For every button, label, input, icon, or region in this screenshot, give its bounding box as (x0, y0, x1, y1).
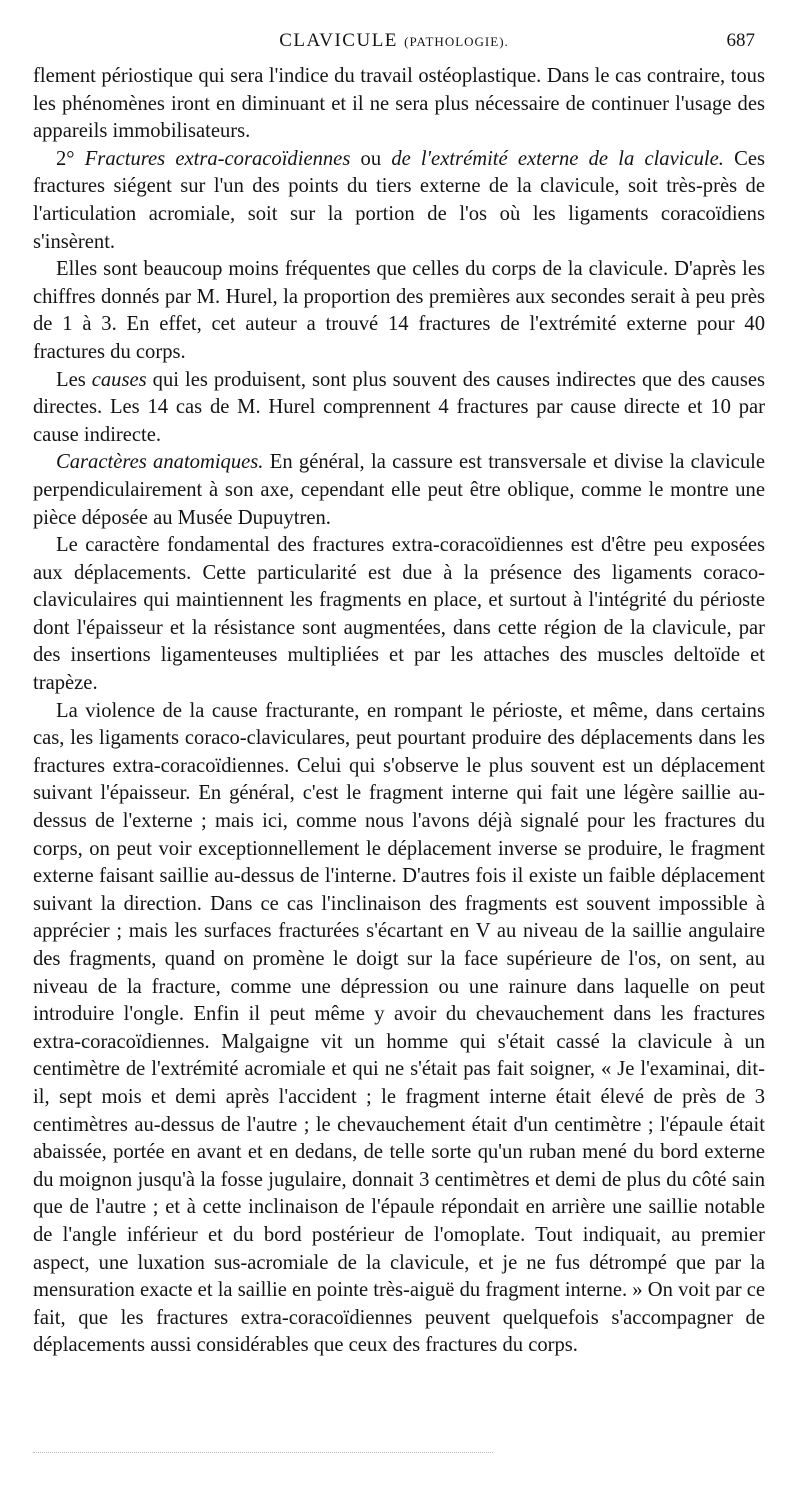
text-run: flement périostique qui sera l'indice du travail ostéoplastique. Dans le cas contraire, tous les phénomènes iront en diminuant et il ne sera plus nécessaire de continuer l'usage des appareils immobilisateurs. (33, 65, 765, 143)
running-title (33, 30, 755, 52)
paragraph (33, 146, 765, 256)
paragraph (33, 698, 765, 1360)
text-run: ou (350, 147, 392, 170)
text-run: En général, la cassure est transversale et divise la clavicule perpendiculairement à son axe, cependant elle peut être oblique, comme le montre une pièce déposée au Musée Dupuytren. (33, 451, 765, 529)
text-run: Les (56, 368, 92, 391)
running-header (33, 30, 755, 58)
italic-text: de l'extrémité externe de la clavicule. (391, 147, 724, 170)
text-run: Elles sont beaucoup moins fréquentes que celles du corps de la clavicule. D'après les chiffres donnés par M. Hurel, la proportion des premières aux secondes serait à peu près de 1 à 3. En effet, cet auteur a trouvé 14 fractures de l'extrémité externe pour 40 fractures du corps. (33, 258, 765, 363)
text-run: La violence de la cause fracturante, en rompant le périoste, et même, dans certains cas, les ligaments coraco-claviculares, peut pourtant produire des déplacements dans les fractures extra-coracoïdiennes. Celui qui s'observe le plus souvent est un déplacement suivant l'épaisseur. En général, c'est le fragment interne qui fait une légère saillie au-dessus de l'externe ; mais ici, comme nous l'avons déjà signalé pour les fractures du corps, on peut voir exceptionnellement le déplacement inverse se produire, le fragment externe faisant saillie au-dessus de l'interne. D'autres fois il existe un faible déplacement suivant la direction. Dans ce cas l'inclinaison des fragments est souvent impossible à apprécier ; mais les surfaces fracturées s'écartant en V au niveau de la saillie angulaire des fragments, quand on promène le doigt sur la face supérieure de l'os, on sent, au niveau de la fracture, comme une dépression ou une rainure dans laquelle on peut introduire l'ongle. Enfin il peut même y avoir du chevauchement dans les fractures extra-coracoïdiennes. Malgaigne vit un homme qui s'était cassé la clavicule à un centimètre de l'extrémité acromiale et qui ne s'était pas fait soigner, « Je l'examinai, dit-il, sept mois et demi après l'accident ; le fragment interne était élevé de près de 3 centimètres au-dessus de l'autre ; le chevauchement était d'un centimètre ; l'épaule était abaissée, portée en avant et en dedans, de telle sorte qu'un ruban mené du bord externe du moignon jusqu'à la fosse jugulaire, donnait 3 centimètres et demi de plus du côté sain que de l'autre ; et à cette inclinaison de l'épaule répondait en arrière une saillie notable de l'angle inférieur et du bord postérieur de l'omoplate. Tout indiquait, au premier aspect, une luxation sus-acromiale de la clavicule, et je ne fus détrompé que par la mensuration exacte et la saillie en pointe très-aiguë du fragment interne. » On voit par ce fait, que les fractures extra-coracoïdiennes peuvent quelquefois s'accompagner de déplacements aussi considérables que ceux des fractures du corps. (33, 699, 765, 1357)
text-run: Le caractère fondamental des fractures extra-coracoïdiennes est d'être peu exposées aux déplacements. Cette particularité est due à la présence des ligaments coraco-claviculaires qui maintiennent les fragments en place, et surtout à l'intégrité du périoste dont l'épaisseur et la résistance sont augmentées, dans cette région de la clavicule, par des insertions ligamenteuses multipliées et par les attaches des muscles deltoïde et trapèze. (33, 534, 765, 695)
text-run: qui les produisent, sont plus souvent des causes indirectes que des causes directes. Les 14 cas de M. Hurel comprennent 4 fractures par cause directe et 10 par cause indirecte. (33, 368, 765, 446)
italic-text: Caractères anatomiques. (56, 451, 264, 474)
header-title: CLAVICULE (279, 30, 398, 51)
paragraph (33, 532, 765, 698)
body-text (33, 63, 765, 1360)
footer-rule (33, 1452, 493, 1453)
paragraph (33, 449, 765, 532)
paragraph (33, 256, 765, 366)
header-subtitle: (PATHOLOGIE). (404, 34, 509, 49)
page-number: 687 (726, 30, 755, 51)
italic-text: Fractures extra-coracoïdiennes (84, 147, 351, 170)
text-run: Ces fractures siégent sur l'un des points du tiers externe de la clavicule, soit très-près de l'articulation acromiale, soit sur la portion de l'os où les ligaments coracoïdiens s'insèrent. (33, 147, 765, 253)
italic-text: causes (91, 368, 147, 391)
paragraph (33, 367, 765, 450)
text-run: 2° (56, 147, 85, 170)
continued-paragraph (33, 63, 765, 146)
